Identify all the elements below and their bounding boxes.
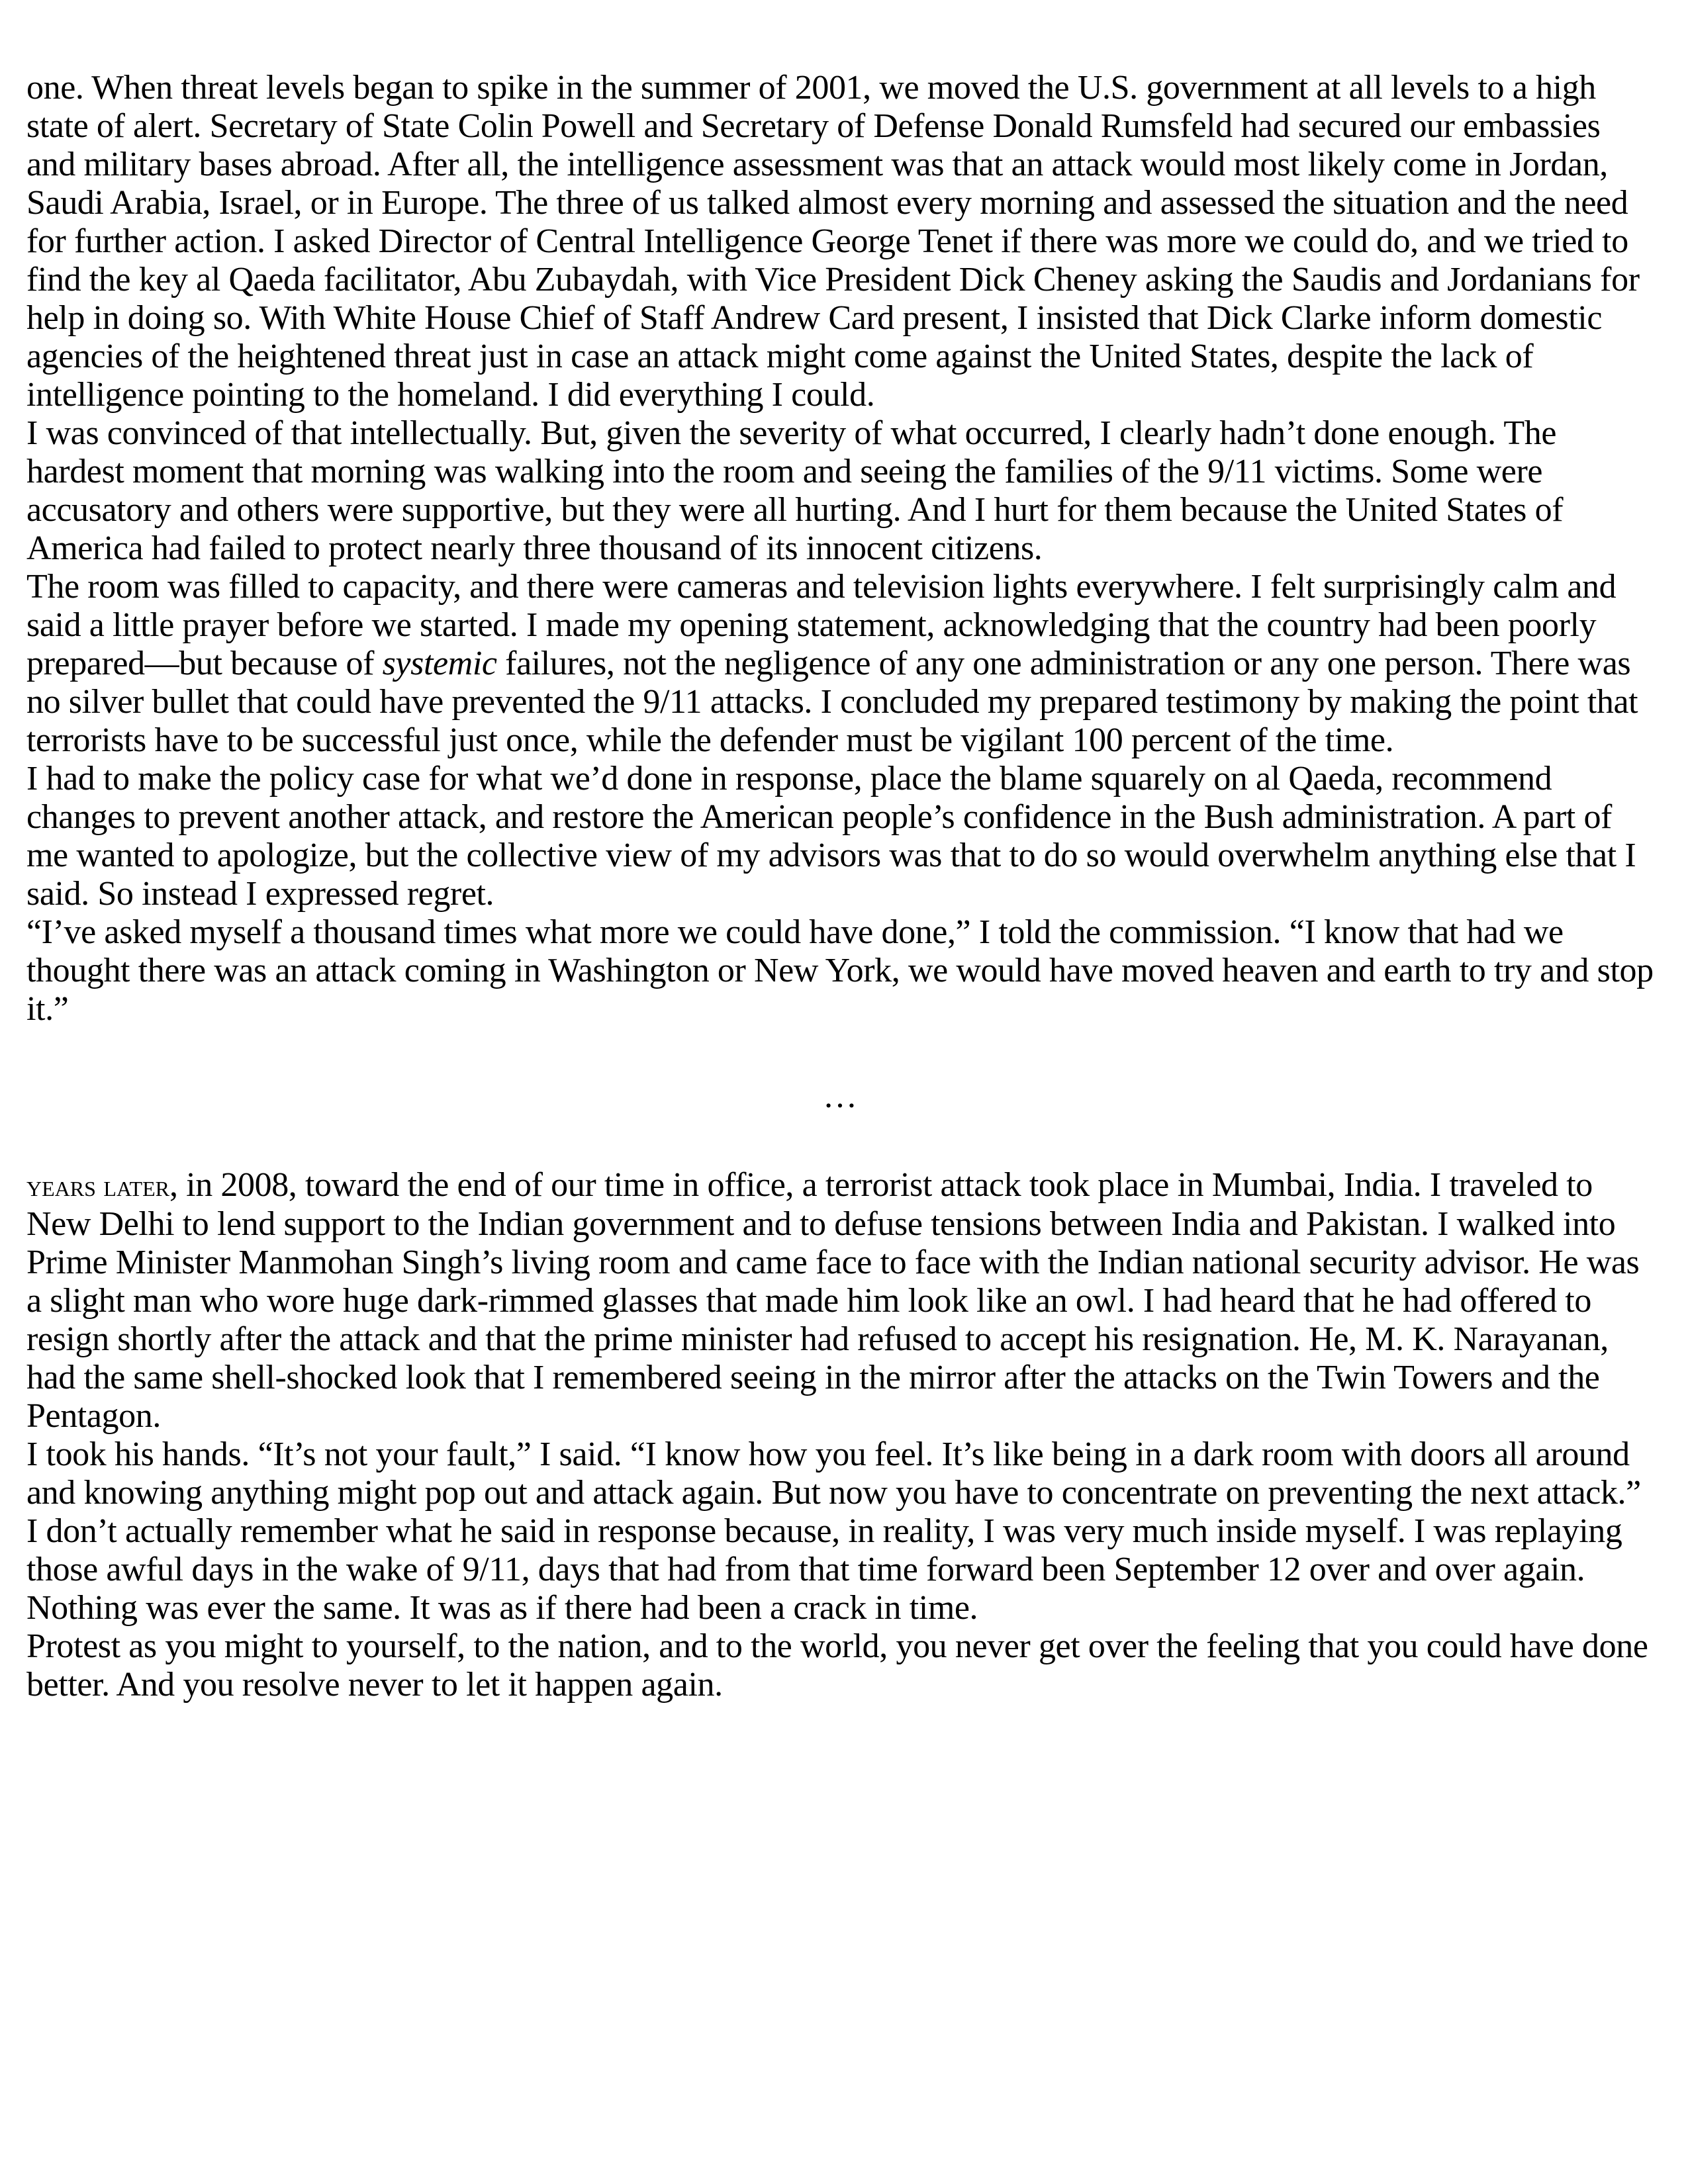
section-separator: … xyxy=(823,1077,859,1115)
paragraph-room-filled-text-a: The room was filled to capacity, and there were cameras and television lights everywhere. I felt surprisingly calm and said a little prayer before we started. I made my opening statement, acknowledging that the country had been poorly prepared—but because of xyxy=(26,568,1617,682)
paragraph-commission-quote: “I’ve asked myself a thousand times what more we could have done,” I told the commission. “I know that had we thought there was an attack coming in Washington or New York, we would have moved heaven and earth to try and stop it.” xyxy=(26,913,1654,1028)
paragraph-years-later-text: , in 2008, toward the end of our time in office, a terrorist attack took place in Mumbai, India. I traveled to New Delhi to lend support to the Indian government and to defuse tensions between India and Pakistan. I walked into Prime Minister Manmohan Singh’s living room and came face to face with the Indian national security advisor. He was a slight man who wore huge dark-rimmed glasses that made him look like an owl. I had heard that he had offered to resign shortly after the attack and that the prime minister had refused to accept his resignation. He, M. K. Narayanan, had the same shell-shocked look that I remembered seeing in the mirror after the attacks on the Twin Towers and the Pentagon. xyxy=(26,1166,1640,1435)
document-page xyxy=(26,69,1655,1704)
lead-small-caps: years later xyxy=(26,1169,169,1203)
paragraph-room-filled-text-b: failures, not the negligence of any one administration or any one person. There was no silver bullet that could have prevented the 9/11 attacks. I concluded my prepared testimony by making the point that terrorists have to be successful just once, while the defender must be vigilant 100 percent of the time. xyxy=(26,645,1638,759)
paragraph-convinced: I was convinced of that intellectually. But, given the severity of what occurred, I clearly hadn’t done enough. The hardest moment that morning was walking into the room and seeing the families of the 9/11 victims. Some were accusatory and others were supportive, but they were all hurting. And I hurt for them because the United States of America had failed to protect nearly three thousand of its innocent citizens. xyxy=(26,414,1564,567)
paragraph-room-filled xyxy=(26,568,1655,760)
emphasis-systemic: systemic xyxy=(382,645,497,682)
paragraph-years-later xyxy=(26,1166,1655,1435)
paragraph-dont-remember: I don’t actually remember what he said in response because, in reality, I was very much inside myself. I was replaying those awful days in the wake of 9/11, days that had from that time forward been September 12 over and over again. Nothing was ever the same. It was as if there had been a crack in time. xyxy=(26,1512,1622,1627)
paragraph-threat-levels: one. When threat levels began to spike in the summer of 2001, we moved the U.S. government at all levels to a high state of alert. Secretary of State Colin Powell and Secretary of Defense Donald Rumsfeld had secured our embassies and military bases abroad. After all, the intelligence assessment was that an attack would most likely come in Jordan, Saudi Arabia, Israel, or in Europe. The three of us talked almost every morning and assessed the situation and the need for further action. I asked Director of Central Intelligence George Tenet if there was more we could do, and we tried to find the key al Qaeda facilitator, Abu Zubaydah, with Vice President Dick Cheney asking the Saudis and Jordanians for help in doing so. With White House Chief of Staff Andrew Card present, I insisted that Dick Clarke inform domestic agencies of the heightened threat just in case an attack might come against the United States, despite the lack of intelligence pointing to the homeland. I did everything I could. xyxy=(26,69,1640,414)
paragraph-policy-case: I had to make the policy case for what we’d done in response, place the blame squarely on al Qaeda, recommend changes to prevent another attack, and restore the American people’s confidence in the Bush administration. A part of me wanted to apologize, but the collective view of my advisors was that to do so would overwhelm anything else that I said. So instead I expressed regret. xyxy=(26,760,1636,913)
paragraph-took-hands: I took his hands. “It’s not your fault,” I said. “I know how you feel. It’s like being in a dark room with doors all around and knowing anything might pop out and attack again. But now you have to concentrate on preventing the next attack.” xyxy=(26,1435,1641,1512)
paragraph-protest: Protest as you might to yourself, to the nation, and to the world, you never get over the feeling that you could have done better. And you resolve never to let it happen again. xyxy=(26,1627,1648,1704)
